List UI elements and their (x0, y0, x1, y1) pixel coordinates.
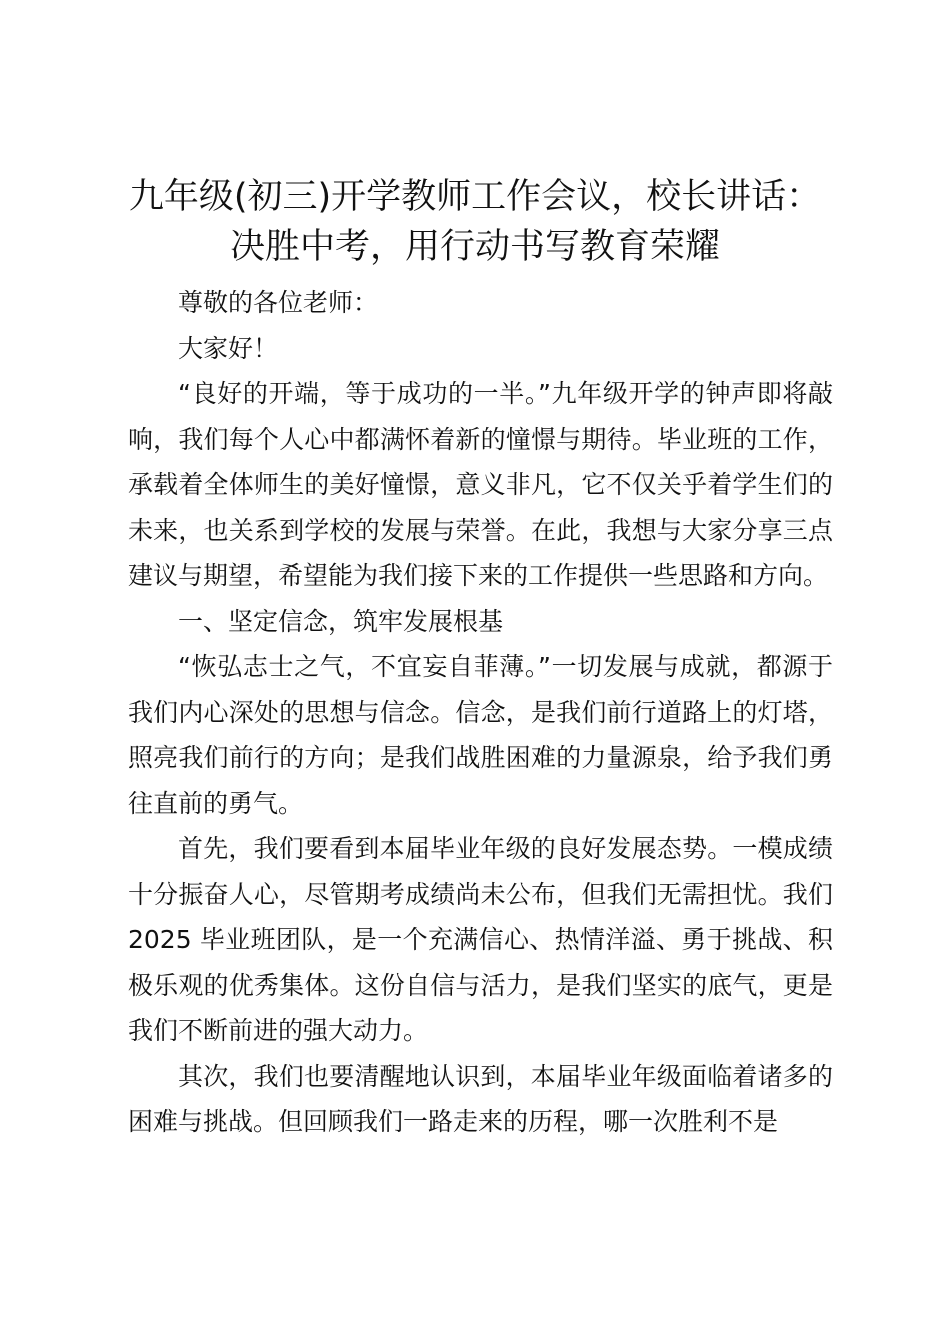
section-1-paragraph-3: 其次，我们也要清醒地认识到，本届毕业年级面临着诸多的困难与挑战。但回顾我们一路走来的历程，哪一次胜利不是 (128, 1061, 833, 1136)
greeting: 大家好！ (178, 333, 279, 363)
section-1-heading: 一、坚定信念，筑牢发展根基 (178, 606, 504, 636)
section-1-paragraph-2: 首先，我们要看到本届毕业年级的良好发展态势。一模成绩十分振奋人心，尽管期考成绩尚未公布，但我们无需担忧。我们 2025 毕业班团队，是一个充满信心、热情洋溢、勇于挑战、积极乐观的优秀集体。这份自信与活力，是我们坚实的底气，更是我们不断前进的强大动力。 (128, 834, 833, 1045)
document-title-line-2: 决胜中考，用行动书写教育荣耀 (229, 227, 720, 267)
salutation: 尊敬的各位老师： (178, 288, 379, 317)
intro-paragraph: “良好的开端，等于成功的一半。”九年级开学的钟声即将敲响，我们每个人心中都满怀着新的憧憬与期待。毕业班的工作，承载着全体师生的美好憧憬，意义非凡，它不仅关乎着学生们的未来，也关系到学校的发展与荣誉。在此，我想与大家分享三点建议与期望，希望能为我们接下来的工作提供一些思路和方向。 (128, 379, 833, 590)
document-title-line-1: 九年级(初三)开学教师工作会议，校长讲话： (128, 177, 822, 217)
section-1-paragraph-1: “恢弘志士之气，不宜妄自菲薄。”一切发展与成就，都源于我们内心深处的思想与信念。信念，是我们前行道路上的灯塔，照亮我们前行的方向；是我们战胜困难的力量源泉，给予我们勇往直前的勇气。 (128, 652, 833, 818)
document-body (128, 280, 833, 1145)
